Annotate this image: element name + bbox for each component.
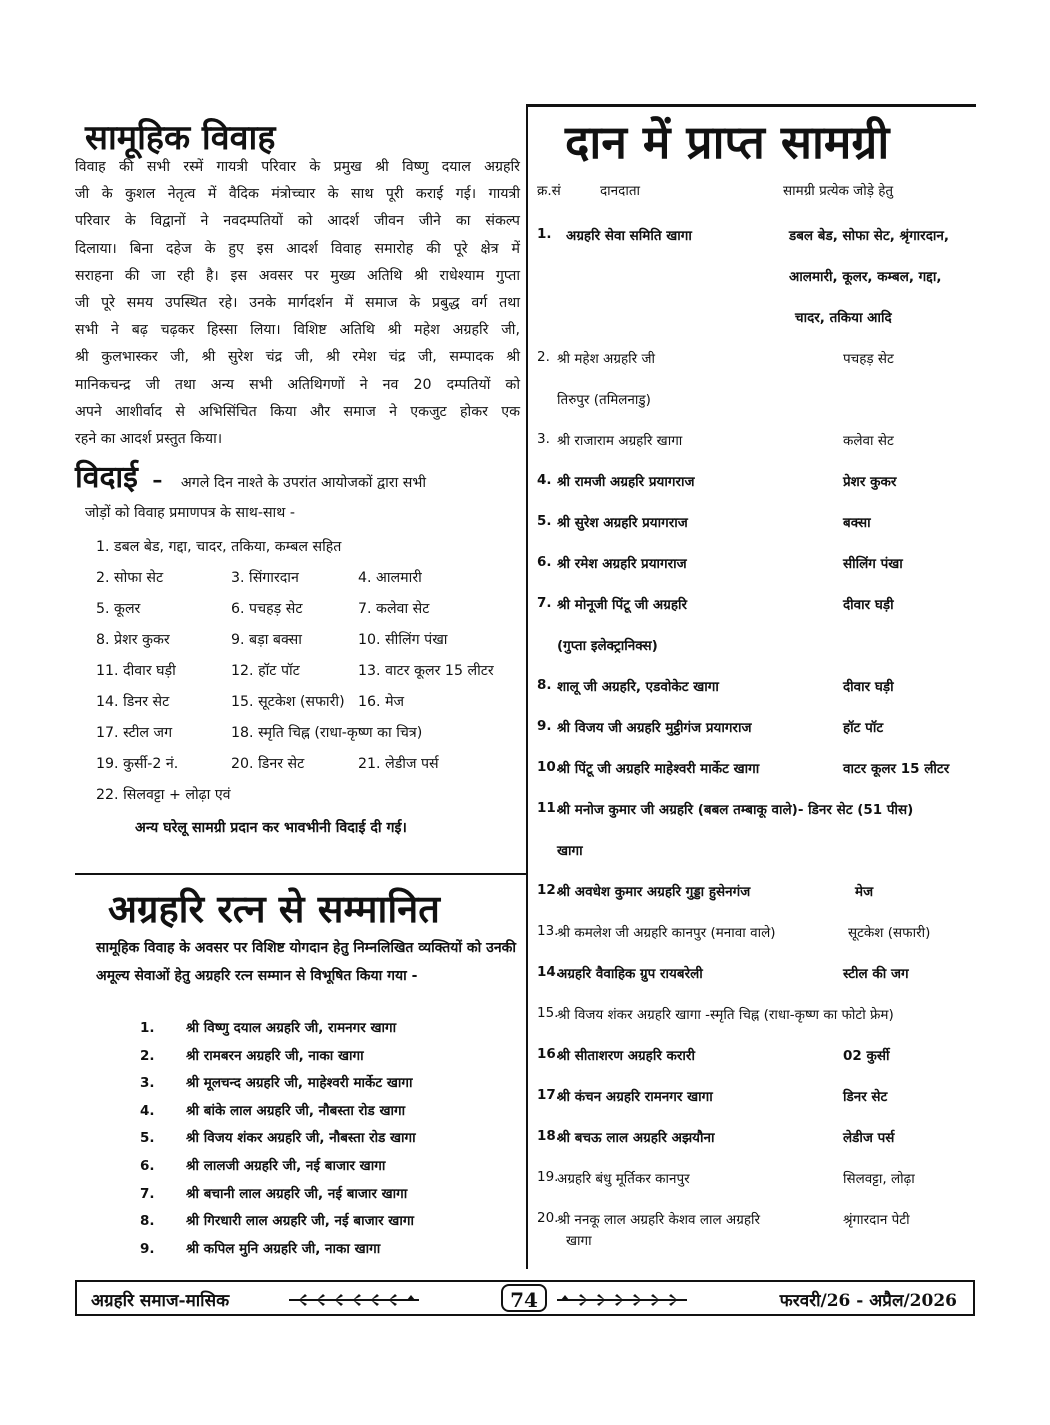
donation-donor: श्री ननकू लाल अग्रहरि केशव लाल अग्रहरि	[557, 1212, 761, 1228]
ratna-number: 6.	[140, 1157, 155, 1174]
vidai-item: 7. कलेवा सेट	[358, 601, 430, 617]
vidai-item: 2. सोफा सेट	[96, 570, 164, 586]
donation-number: 6.	[537, 554, 552, 570]
vidai-item-row	[96, 563, 526, 594]
paragraph-line: मानिकचन्द्र जी तथा अन्य सभी अतिथिगणों ने नव 20 दम्पतियों को	[75, 376, 520, 393]
footer-magazine-name: अग्रहरि समाज-मासिक	[91, 1291, 230, 1311]
donation-item: सिलवट्टा, लोढ़ा	[843, 1171, 915, 1187]
donation-item: 02 कुर्सी	[843, 1048, 890, 1064]
donation-donor: श्री पिंटू जी अग्रहरि माहेश्वरी मार्केट खागा	[557, 761, 760, 777]
donation-item: दीवार घड़ी	[843, 679, 894, 695]
donation-item: दीवार घड़ी	[843, 597, 894, 613]
vidai-item: 15. सूटकेश (सफारी)	[231, 694, 345, 710]
vine-ornament-left-icon	[289, 1292, 419, 1308]
paragraph-line: सभी ने बढ़ चढ़कर हिस्सा लिया। विशिष्ट अतिथि श्री महेश अग्रहरि जी,	[75, 322, 520, 339]
donation-number: 14.	[537, 964, 561, 980]
vidai-item: 1. डबल बेड, गद्दा, चादर, तकिया, कम्बल सहित	[96, 539, 342, 555]
ratna-list-item	[140, 1153, 520, 1181]
page-number: 74	[501, 1284, 547, 1312]
donation-donor: अग्रहरि बंधु मूर्तिकर कानपुर	[557, 1171, 690, 1187]
donation-item-cont: आलमारी, कूलर, कम्बल, गद्दा,	[789, 269, 942, 285]
donation-donor: श्री मोनूजी पिंटू जी अग्रहरि	[557, 597, 688, 613]
ratna-number: 3.	[140, 1075, 155, 1092]
vidai-item: 9. बड़ा बक्सा	[231, 632, 302, 648]
page-footer	[75, 1280, 975, 1316]
donation-donor: श्री सुरेश अग्रहरि प्रयागराज	[557, 515, 688, 531]
donation-donor: श्री सीताशरण अग्रहरि करारी	[557, 1048, 695, 1064]
footer-date: फरवरी/26 - अप्रैल/2026	[779, 1291, 957, 1311]
vidai-intro: अगले दिन नाश्ते के उपरांत आयोजकों द्वारा सभी	[180, 475, 427, 491]
ratna-number: 4.	[140, 1102, 155, 1119]
donation-donor-cont: खागा	[557, 843, 583, 859]
donation-number: 17.	[537, 1087, 561, 1103]
vidai-item-row	[96, 594, 526, 625]
vine-ornament-right-icon	[557, 1292, 687, 1308]
ratna-name: श्री रामबरन अग्रहरि जी, नाका खागा	[186, 1047, 364, 1064]
head-item: सामग्री प्रत्येक जोड़े हेतु	[783, 183, 894, 199]
donation-item: वाटर कूलर 15 लीटर	[843, 761, 950, 777]
ratna-number: 1.	[140, 1020, 155, 1036]
donation-item: हॉट पॉट	[843, 720, 884, 736]
donation-item: डबल बेड, सोफा सेट, श्रृंगारदान,	[789, 228, 949, 244]
dan-title: दान में प्राप्त सामग्री	[565, 115, 890, 169]
ratna-list-item	[140, 1208, 520, 1236]
vidai-item: 16. मेज	[358, 694, 405, 710]
donation-donor: श्री रामजी अग्रहरि प्रयागराज	[557, 474, 695, 490]
donation-item: बक्सा	[843, 515, 871, 531]
ratna-name: श्री बचानी लाल अग्रहरि जी, नई बाजार खागा	[186, 1185, 408, 1202]
ratna-number: 9.	[140, 1240, 155, 1257]
vidai-item: 4. आलमारी	[358, 570, 422, 586]
vidai-intro-2: जोड़ों को विवाह प्रमाणपत्र के साथ-साथ -	[85, 505, 295, 521]
vidai-item: 19. कुर्सी-2 नं.	[96, 756, 179, 772]
paragraph-line: विवाह की सभी रस्में गायत्री परिवार के प्रमुख श्री विष्णु दयाल अग्रहरि	[75, 159, 520, 175]
vidai-item-row	[96, 687, 526, 718]
donation-item: श्रृंगारदान पेटी	[843, 1212, 910, 1228]
donation-number: 10.	[537, 759, 561, 775]
donation-item: स्टील की जग	[843, 966, 909, 982]
ratna-name: श्री कपिल मुनि अग्रहरि जी, नाका खागा	[186, 1240, 381, 1257]
donation-donor: शालू जी अग्रहरि, एडवोकेट खागा	[557, 679, 719, 695]
donation-donor: श्री रमेश अग्रहरि प्रयागराज	[557, 556, 687, 572]
column-divider	[526, 104, 528, 1269]
donation-number: 19.	[537, 1169, 559, 1185]
donation-number: 11.	[537, 800, 561, 816]
donation-item: लेडीज पर्स	[843, 1130, 895, 1146]
vidai-item: 5. कूलर	[96, 601, 141, 617]
donation-number: 5.	[537, 513, 552, 529]
vidai-dash: –	[152, 468, 163, 492]
ratna-number: 8.	[140, 1213, 155, 1230]
ratna-list-item	[140, 1015, 520, 1043]
donation-number: 7.	[537, 595, 552, 611]
ratna-intro: सामूहिक विवाह के अवसर पर विशिष्ट योगदान हेतु निम्नलिखित व्यक्तियों को उनकी अमूल्य सेवाओं हेतु अग्रहरि रत्न सम्मान से विभूषित किया गया -	[96, 940, 516, 984]
donation-item-cont: चादर, तकिया आदि	[795, 310, 892, 326]
donation-donor: श्री अवधेश कुमार अग्रहरि गुड्डा हुसेनगंज	[557, 884, 751, 900]
vidai-title: विदाई	[75, 460, 138, 495]
donation-number: 13.	[537, 923, 559, 939]
vidai-item: 3. सिंगारदान	[231, 570, 299, 586]
ratna-title: अग्रहरि रत्न से सम्मानित	[108, 886, 440, 931]
ratna-name: श्री गिरधारी लाल अग्रहरि जी, नई बाजार खागा	[186, 1213, 414, 1230]
vidai-item-row	[96, 656, 526, 687]
ratna-number: 7.	[140, 1185, 155, 1202]
donation-donor: श्री कंचन अग्रहरि रामनगर खागा	[557, 1089, 713, 1105]
vidai-item-row	[96, 532, 526, 563]
donation-donor: श्री महेश अग्रहरि जी	[557, 351, 655, 367]
donation-number: 18.	[537, 1128, 561, 1144]
vidai-item: 17. स्टील जग	[96, 725, 173, 741]
ratna-name: श्री मूलचन्द अग्रहरि जी, माहेश्वरी मार्केट खागा	[186, 1075, 413, 1092]
donation-number: 9.	[537, 718, 552, 734]
donation-item: पचहड़ सेट	[843, 351, 894, 367]
vidai-item: 10. सीलिंग पंखा	[358, 632, 448, 648]
vidai-item: 8. प्रेशर कुकर	[96, 632, 170, 648]
vidai-item-row	[96, 718, 526, 749]
donation-item: डिनर सेट	[843, 1089, 888, 1105]
paragraph-line: जी के कुशल नेतृत्व में वैदिक मंत्रोच्चार के साथ पूरी कराई गई। गायत्री	[75, 186, 520, 203]
vidai-item: 22. सिलवट्टा + लोढ़ा एवं	[96, 787, 231, 803]
vidai-item: 11. दीवार घड़ी	[96, 663, 176, 679]
donation-number: 20.	[537, 1210, 559, 1226]
vidai-item: 20. डिनर सेट	[231, 756, 305, 772]
donation-donor: अग्रहरि वैवाहिक ग्रुप रायबरेली	[557, 966, 703, 982]
donation-number: 15.	[537, 1005, 559, 1021]
donation-number: 12.	[537, 882, 561, 898]
paragraph-line: जी पूरे समय उपस्थित रहे। उनके मार्गदर्शन में समाज के प्रबुद्ध वर्ग तथा	[75, 295, 520, 312]
donation-donor: श्री बचऊ लाल अग्रहरि अझयौना	[557, 1130, 715, 1146]
vidai-item-row	[96, 625, 526, 656]
vidai-heading-line	[75, 460, 520, 497]
ratna-list-item	[140, 1181, 520, 1209]
donation-number: 4.	[537, 472, 552, 488]
ratna-list	[140, 1015, 520, 1263]
donation-item: प्रेशर कुकर	[843, 474, 897, 490]
ratna-name: श्री विजय शंकर अग्रहरि जी, नौबस्ता रोड खागा	[186, 1130, 416, 1147]
donation-donor: श्री विजय जी अग्रहरि मुट्ठीगंज प्रयागराज	[557, 720, 752, 736]
ratna-list-item	[140, 1125, 520, 1153]
ratna-name: श्री बांके लाल अग्रहरि जी, नौबस्ता रोड खागा	[186, 1102, 406, 1119]
paragraph-line: दिलाया। बिना दहेज के हुए इस आदर्श विवाह समारोह की पूरे क्षेत्र में	[75, 240, 520, 257]
head-sn: क्र.सं	[537, 183, 561, 199]
ratna-name: श्री लालजी अग्रहरि जी, नई बाजार खागा	[186, 1157, 386, 1174]
paragraph-line: रहने का आदर्श प्रस्तुत किया।	[75, 431, 223, 448]
donation-item: सूटकेश (सफारी)	[848, 925, 931, 941]
vidai-item: 18. स्मृति चिह्न (राधा-कृष्ण का चित्र)	[231, 725, 423, 741]
donation-donor-cont: तिरुपुर (तमिलनाडु)	[557, 392, 651, 408]
paragraph-line: अपने आशीर्वाद से अभिसिंचित किया और समाज ने एकजुट होकर एक	[75, 403, 520, 420]
donation-donor: श्री विजय शंकर अग्रहरि खागा -स्मृति चिह्न (राधा-कृष्ण का फोटो फ्रेम)	[557, 1007, 894, 1023]
ratna-list-item	[140, 1070, 520, 1098]
donation-donor-cont: खागा	[566, 1233, 592, 1249]
donation-donor: श्री कमलेश जी अग्रहरि कानपुर (मनावा वाले)	[557, 925, 776, 941]
donation-number: 2.	[537, 349, 550, 365]
donation-item: कलेवा सेट	[843, 433, 894, 449]
ratna-list-item	[140, 1098, 520, 1126]
ratna-number: 2.	[140, 1047, 155, 1064]
ratna-list-item	[140, 1236, 520, 1264]
vidai-items-list	[96, 532, 526, 811]
donation-donor-cont: (गुप्ता इलेक्ट्रानिक्स)	[557, 638, 658, 654]
ratna-name: श्री विष्णु दयाल अग्रहरि जी, रामनगर खागा	[186, 1020, 397, 1036]
donation-number: 1.	[537, 226, 552, 242]
paragraph-line: श्री कुलभास्कर जी, श्री सुरेश चंद्र जी, श्री रमेश चंद्र जी, सम्पादक श्री	[75, 349, 520, 366]
donation-number: 16.	[537, 1046, 561, 1062]
donation-number: 3.	[537, 431, 550, 447]
vidai-item-row	[96, 780, 526, 811]
donation-number: 8.	[537, 677, 552, 693]
head-donor: दानदाता	[600, 183, 641, 199]
vidai-item: 6. पचहड़ सेट	[231, 601, 303, 617]
vidai-item: 14. डिनर सेट	[96, 694, 170, 710]
donation-item: सीलिंग पंखा	[843, 556, 903, 572]
vidai-item-row	[96, 749, 526, 780]
donation-donor: अग्रहरि सेवा समिति खागा	[566, 228, 692, 244]
paragraph-line: सराहना की जा रही है। इस अवसर पर मुख्य अतिथि श्री राधेश्याम गुप्ता	[75, 267, 521, 284]
top-rule	[528, 104, 976, 107]
vidai-item: 12. हॉट पॉट	[231, 663, 300, 679]
ratna-number: 5.	[140, 1130, 155, 1147]
vidai-item: 21. लेडीज पर्स	[358, 756, 439, 772]
paragraph-line: परिवार के विद्वानों ने नवदम्पतियों को आदर्श जीवन जीने का संकल्प	[75, 213, 520, 230]
samuhik-vivah-title: सामूहिक विवाह	[85, 118, 276, 158]
donation-item: मेज	[855, 884, 874, 900]
samuhik-vivah-paragraph	[75, 154, 520, 453]
vidai-closing: अन्य घरेलू सामग्री प्रदान कर भावभीनी विदाई दी गई।	[135, 820, 407, 836]
vidai-item: 13. वाटर कूलर 15 लीटर	[358, 663, 494, 679]
section-divider	[75, 873, 526, 875]
ratna-list-item	[140, 1043, 520, 1071]
donation-donor: श्री मनोज कुमार जी अग्रहरि (बबल तम्बाकू वाले)- डिनर सेट (51 पीस)	[557, 802, 914, 818]
donation-donor: श्री राजाराम अग्रहरि खागा	[557, 433, 683, 449]
